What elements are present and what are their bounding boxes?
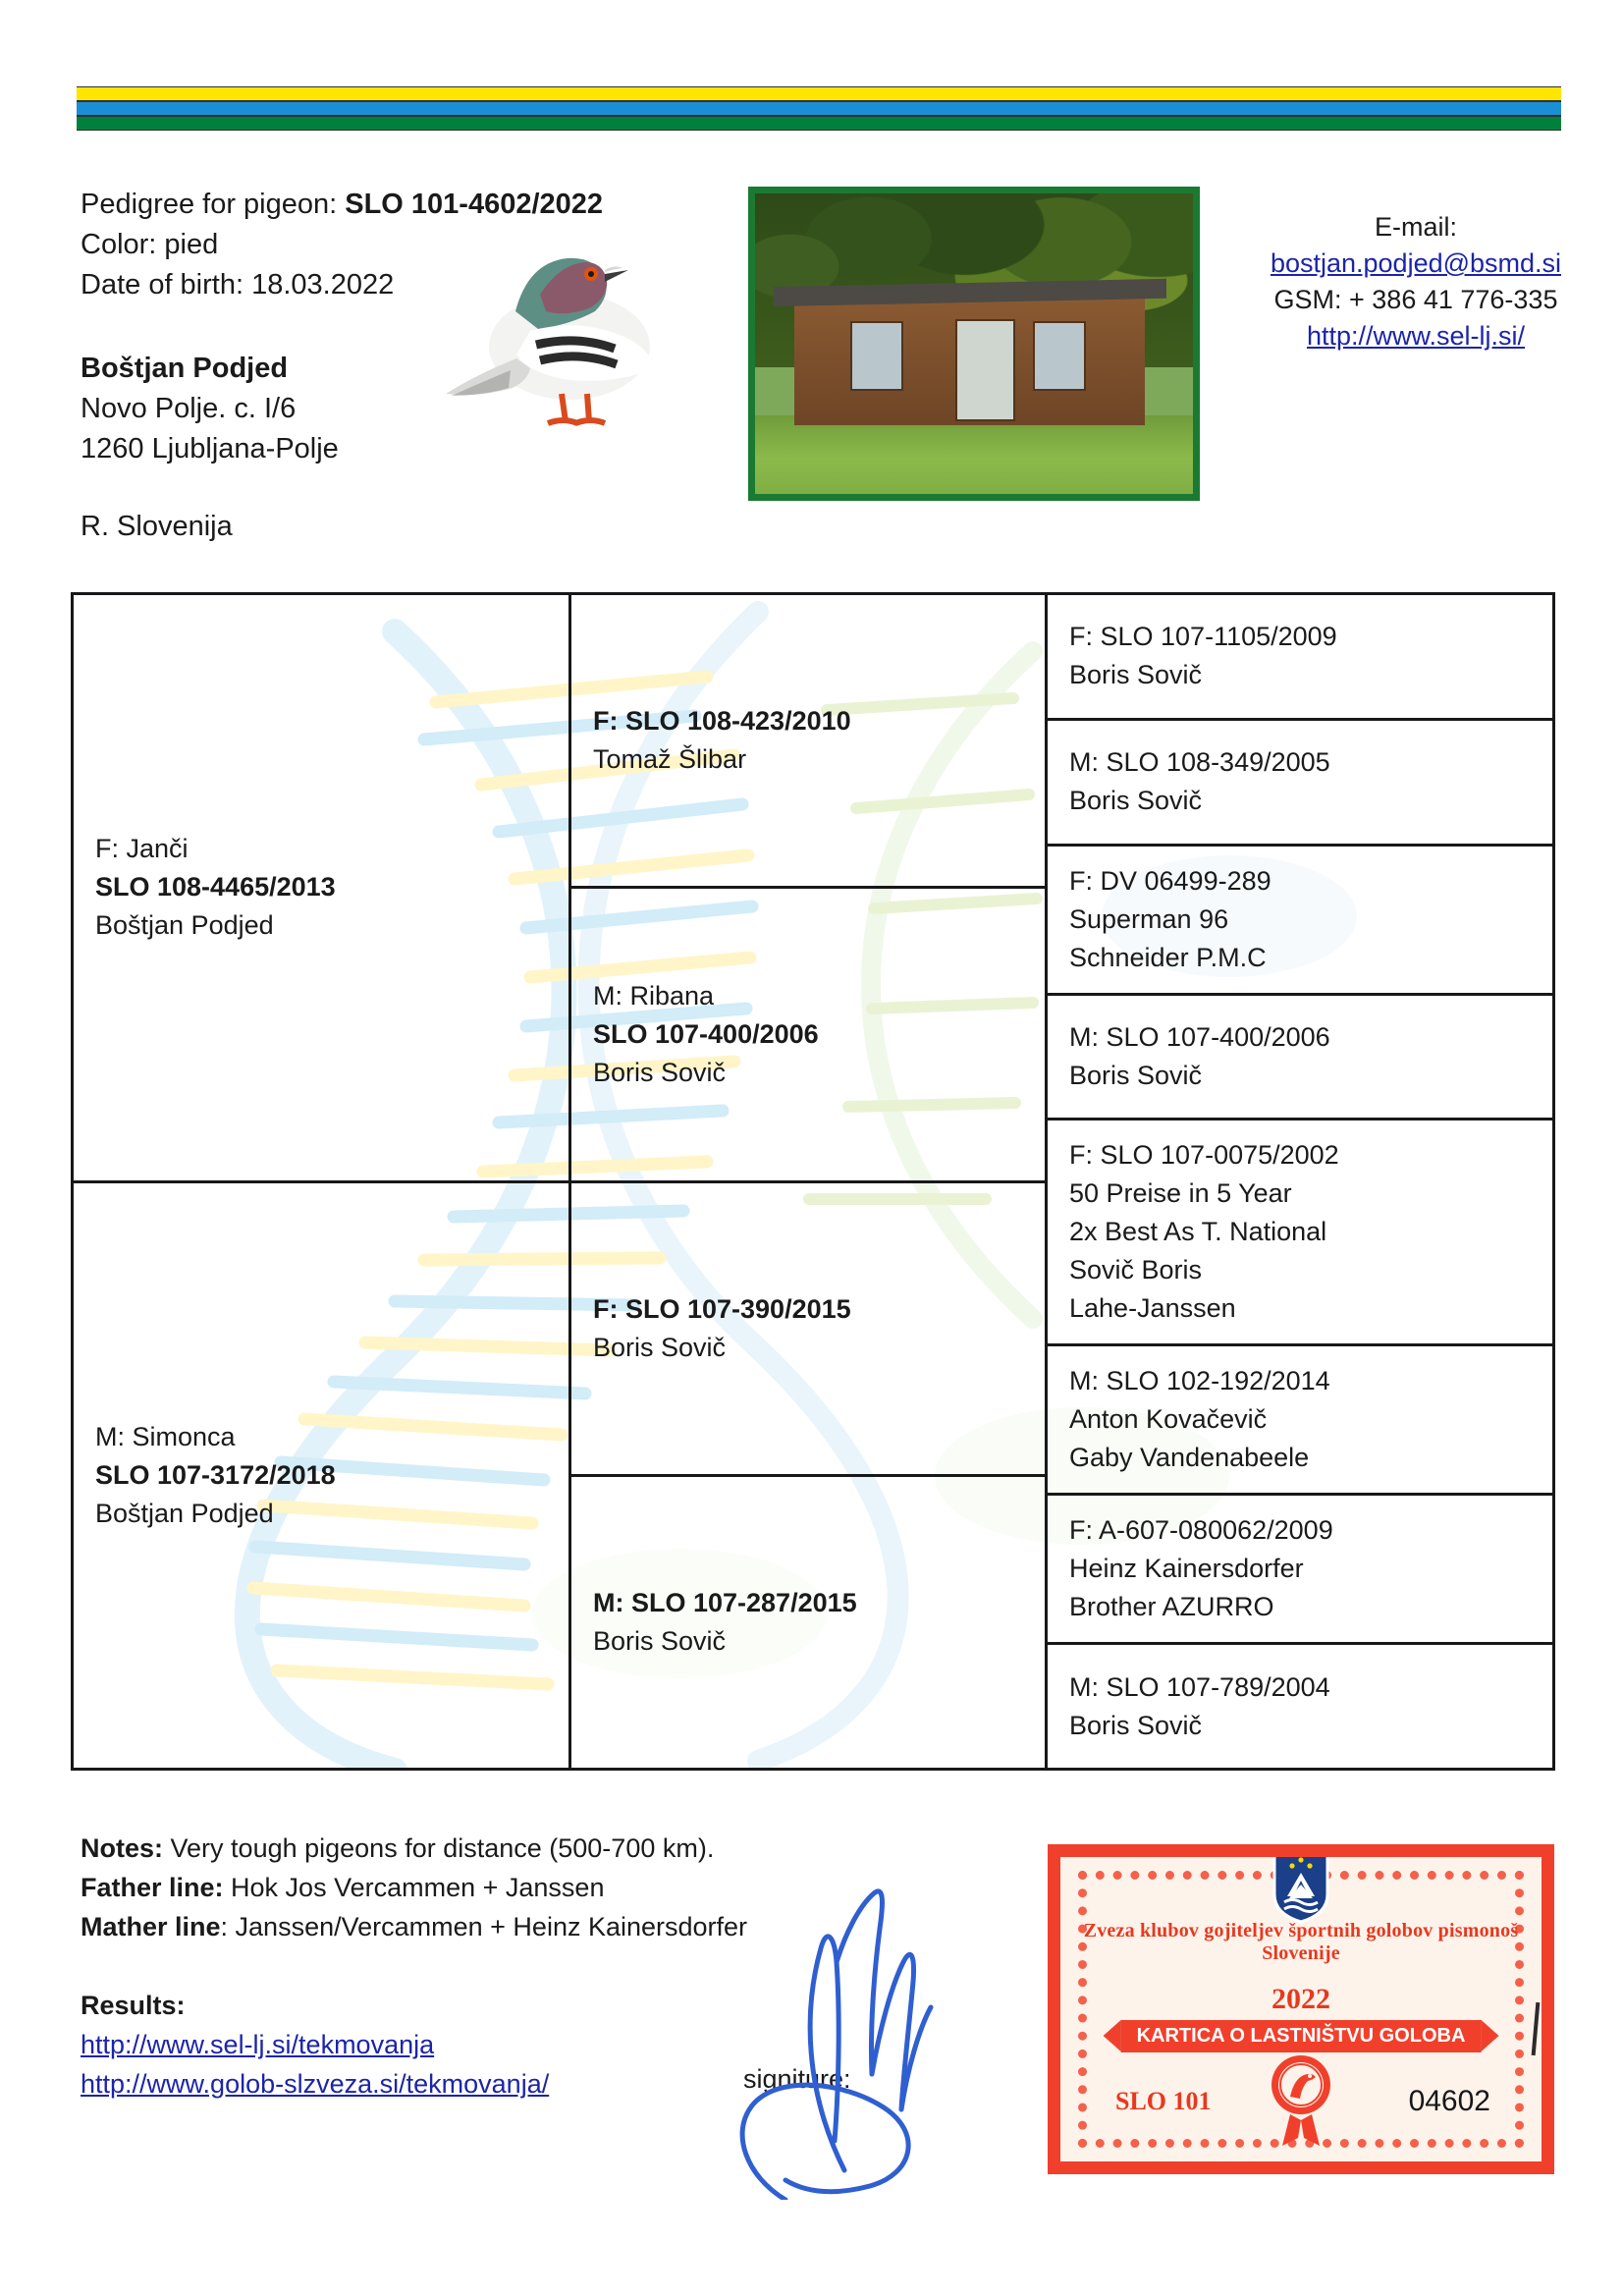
cell-line: Sovič Boris (1069, 1255, 1203, 1285)
cell-line: Boštjan Podjed (95, 1498, 274, 1528)
cell-line: Boris Sovič (1069, 1060, 1203, 1090)
cell-line: Boris Sovič (1069, 1710, 1203, 1740)
owner-name: Boštjan Podjed (81, 353, 289, 384)
cell-line: Heinz Kainersdorfer (1069, 1554, 1304, 1584)
ring-number: SLO 101-4602/2022 (345, 189, 604, 220)
cell-line: Tomaž Šlibar (593, 744, 747, 775)
pedigree-cell-great-grandparent (1048, 718, 1552, 844)
cell-line: Boštjan Podjed (95, 910, 274, 941)
card-banner-title: KARTICA O LASTNIŠTVU GOLOBA (1121, 2020, 1482, 2052)
pedigree-cell-grandparent (571, 1474, 1045, 1768)
loft-photo (748, 187, 1200, 501)
pigeon-rosette-seal-icon (1261, 2042, 1341, 2148)
cell-line: Anton Kovačevič (1069, 1404, 1268, 1435)
cell-line: M: SLO 107-400/2006 (1069, 1021, 1330, 1052)
document-header (0, 172, 1623, 565)
cell-line: Boris Sovič (1069, 660, 1203, 690)
pedigree-cell-great-grandparent (1048, 1343, 1552, 1493)
pedigree-cell-grandparent (571, 886, 1045, 1179)
cell-line: F: SLO 107-390/2015 (593, 1293, 851, 1324)
cell-line: F: SLO 107-1105/2009 (1069, 622, 1337, 652)
mother-line-label: Mather line (81, 1912, 221, 1941)
father-line-text: Hok Jos Vercammen + Janssen (223, 1873, 605, 1902)
results-link-1[interactable]: http://www.sel-lj.si/tekmovanja (81, 2030, 435, 2059)
pedigree-column-great-grandparents (1048, 595, 1552, 1768)
email-label: E-mail: (1374, 212, 1457, 242)
cell-line: 50 Preise in 5 Year (1069, 1178, 1292, 1209)
title-prefix: Pedigree for pigeon: (81, 189, 346, 220)
cell-line: F: A-607-080062/2009 (1069, 1515, 1333, 1546)
photo-loft-building (794, 296, 1145, 425)
cell-line: M: SLO 107-287/2015 (593, 1587, 857, 1617)
cell-line: Superman 96 (1069, 903, 1229, 934)
gsm-number: GSM: + 386 41 776-335 (1273, 285, 1558, 314)
photo-door (955, 319, 1015, 421)
results-label: Results: (81, 1991, 186, 2020)
card-slo-code: SLO 101 (1115, 2087, 1212, 2115)
website-link[interactable]: http://www.sel-lj.si/ (1306, 321, 1526, 351)
cell-line: SLO 108-4465/2013 (95, 872, 336, 902)
cell-line: Schneider P.M.C (1069, 942, 1267, 972)
cell-line: M: SLO 107-789/2004 (1069, 1671, 1330, 1702)
signature-label: signiture: (743, 2064, 851, 2094)
pedigree-cell-great-grandparent (1048, 993, 1552, 1119)
pedigree-cell-great-grandparent (1048, 595, 1552, 718)
pedigree-cell-great-grandparent (1048, 1118, 1552, 1343)
cell-line: M: Simonca (95, 1421, 236, 1451)
cell-line: SLO 107-3172/2018 (95, 1459, 336, 1490)
cell-line: 2x Best As T. National (1069, 1217, 1327, 1247)
pedigree-cell-mother (74, 1180, 568, 1769)
pedigree-cell-grandparent (571, 595, 1045, 886)
photo-window-left (850, 321, 903, 391)
color-line: Color: pied (81, 229, 219, 260)
cell-line: M: SLO 102-192/2014 (1069, 1366, 1330, 1396)
pedigree-cell-grandparent (571, 1180, 1045, 1474)
cell-line: F: SLO 108-423/2010 (593, 706, 851, 737)
mother-line-text: : Janssen/Vercammen + Heinz Kainersdorfer (220, 1912, 748, 1941)
mother-line (81, 1907, 964, 1946)
cell-line: F: Janči (95, 834, 189, 864)
pedigree-cell-great-grandparent (1048, 1642, 1552, 1768)
pedigree-table (71, 592, 1555, 1771)
photo-window-right (1033, 321, 1086, 391)
notes-line (81, 1829, 964, 1868)
pedigree-cell-great-grandparent (1048, 844, 1552, 993)
owner-street: Novo Polje. c. I/6 (81, 393, 297, 424)
owner-city: 1260 Ljubljana-Polje (81, 433, 339, 465)
father-line (81, 1868, 964, 1907)
email-link[interactable]: bostjan.podjed@bsmd.si (1270, 248, 1562, 278)
cell-line: M: Ribana (593, 980, 715, 1011)
pedigree-column-grandparents (571, 595, 1048, 1768)
cell-line: Boris Sovič (593, 1332, 727, 1362)
tricolor-header-rule (77, 86, 1561, 133)
notes-label: Notes: (81, 1833, 164, 1863)
cell-line: M: SLO 108-349/2005 (1069, 747, 1330, 778)
card-year: 2022 (1271, 1983, 1330, 2015)
cell-line: Brother AZURRO (1069, 1592, 1274, 1622)
cell-line: Boris Sovič (1069, 786, 1203, 816)
pedigree-cell-great-grandparent (1048, 1493, 1552, 1642)
results-link-2[interactable]: http://www.golob-slzveza.si/tekmovanja/ (81, 2069, 550, 2099)
cell-line: Boris Sovič (593, 1057, 727, 1087)
pigeon-photo (422, 201, 717, 496)
cell-line: Boris Sovič (593, 1625, 727, 1656)
notes-text: Very tough pigeons for distance (500-700 km). (163, 1833, 715, 1863)
blue-band (77, 101, 1561, 116)
cell-line: F: SLO 107-0075/2002 (1069, 1140, 1339, 1171)
pedigree-cell-father (74, 595, 568, 1180)
notes-block (81, 1829, 964, 2104)
cell-line: Lahe-Janssen (1069, 1293, 1236, 1324)
cell-line: Gaby Vandenabeele (1069, 1443, 1310, 1473)
green-band (77, 116, 1561, 131)
card-ring-suffix: 04602 (1408, 2085, 1490, 2117)
cell-line: F: DV 06499-289 (1069, 865, 1271, 896)
pedigree-column-parents (74, 595, 571, 1768)
contact-block (1239, 209, 1593, 355)
slovenia-coat-of-arms-icon (1271, 1851, 1331, 1924)
date-of-birth-line: Date of birth: 18.03.2022 (81, 269, 395, 301)
card-organization: Zveza klubov gojiteljev športnih golobov pismonoš Slovenije (1083, 1920, 1519, 1964)
cell-line: SLO 107-400/2006 (593, 1018, 819, 1049)
yellow-band (77, 86, 1561, 101)
ownership-card (1048, 1844, 1554, 2174)
owner-country: R. Slovenija (81, 511, 233, 542)
photo-lawn (755, 415, 1193, 494)
father-line-label: Father line: (81, 1873, 224, 1902)
